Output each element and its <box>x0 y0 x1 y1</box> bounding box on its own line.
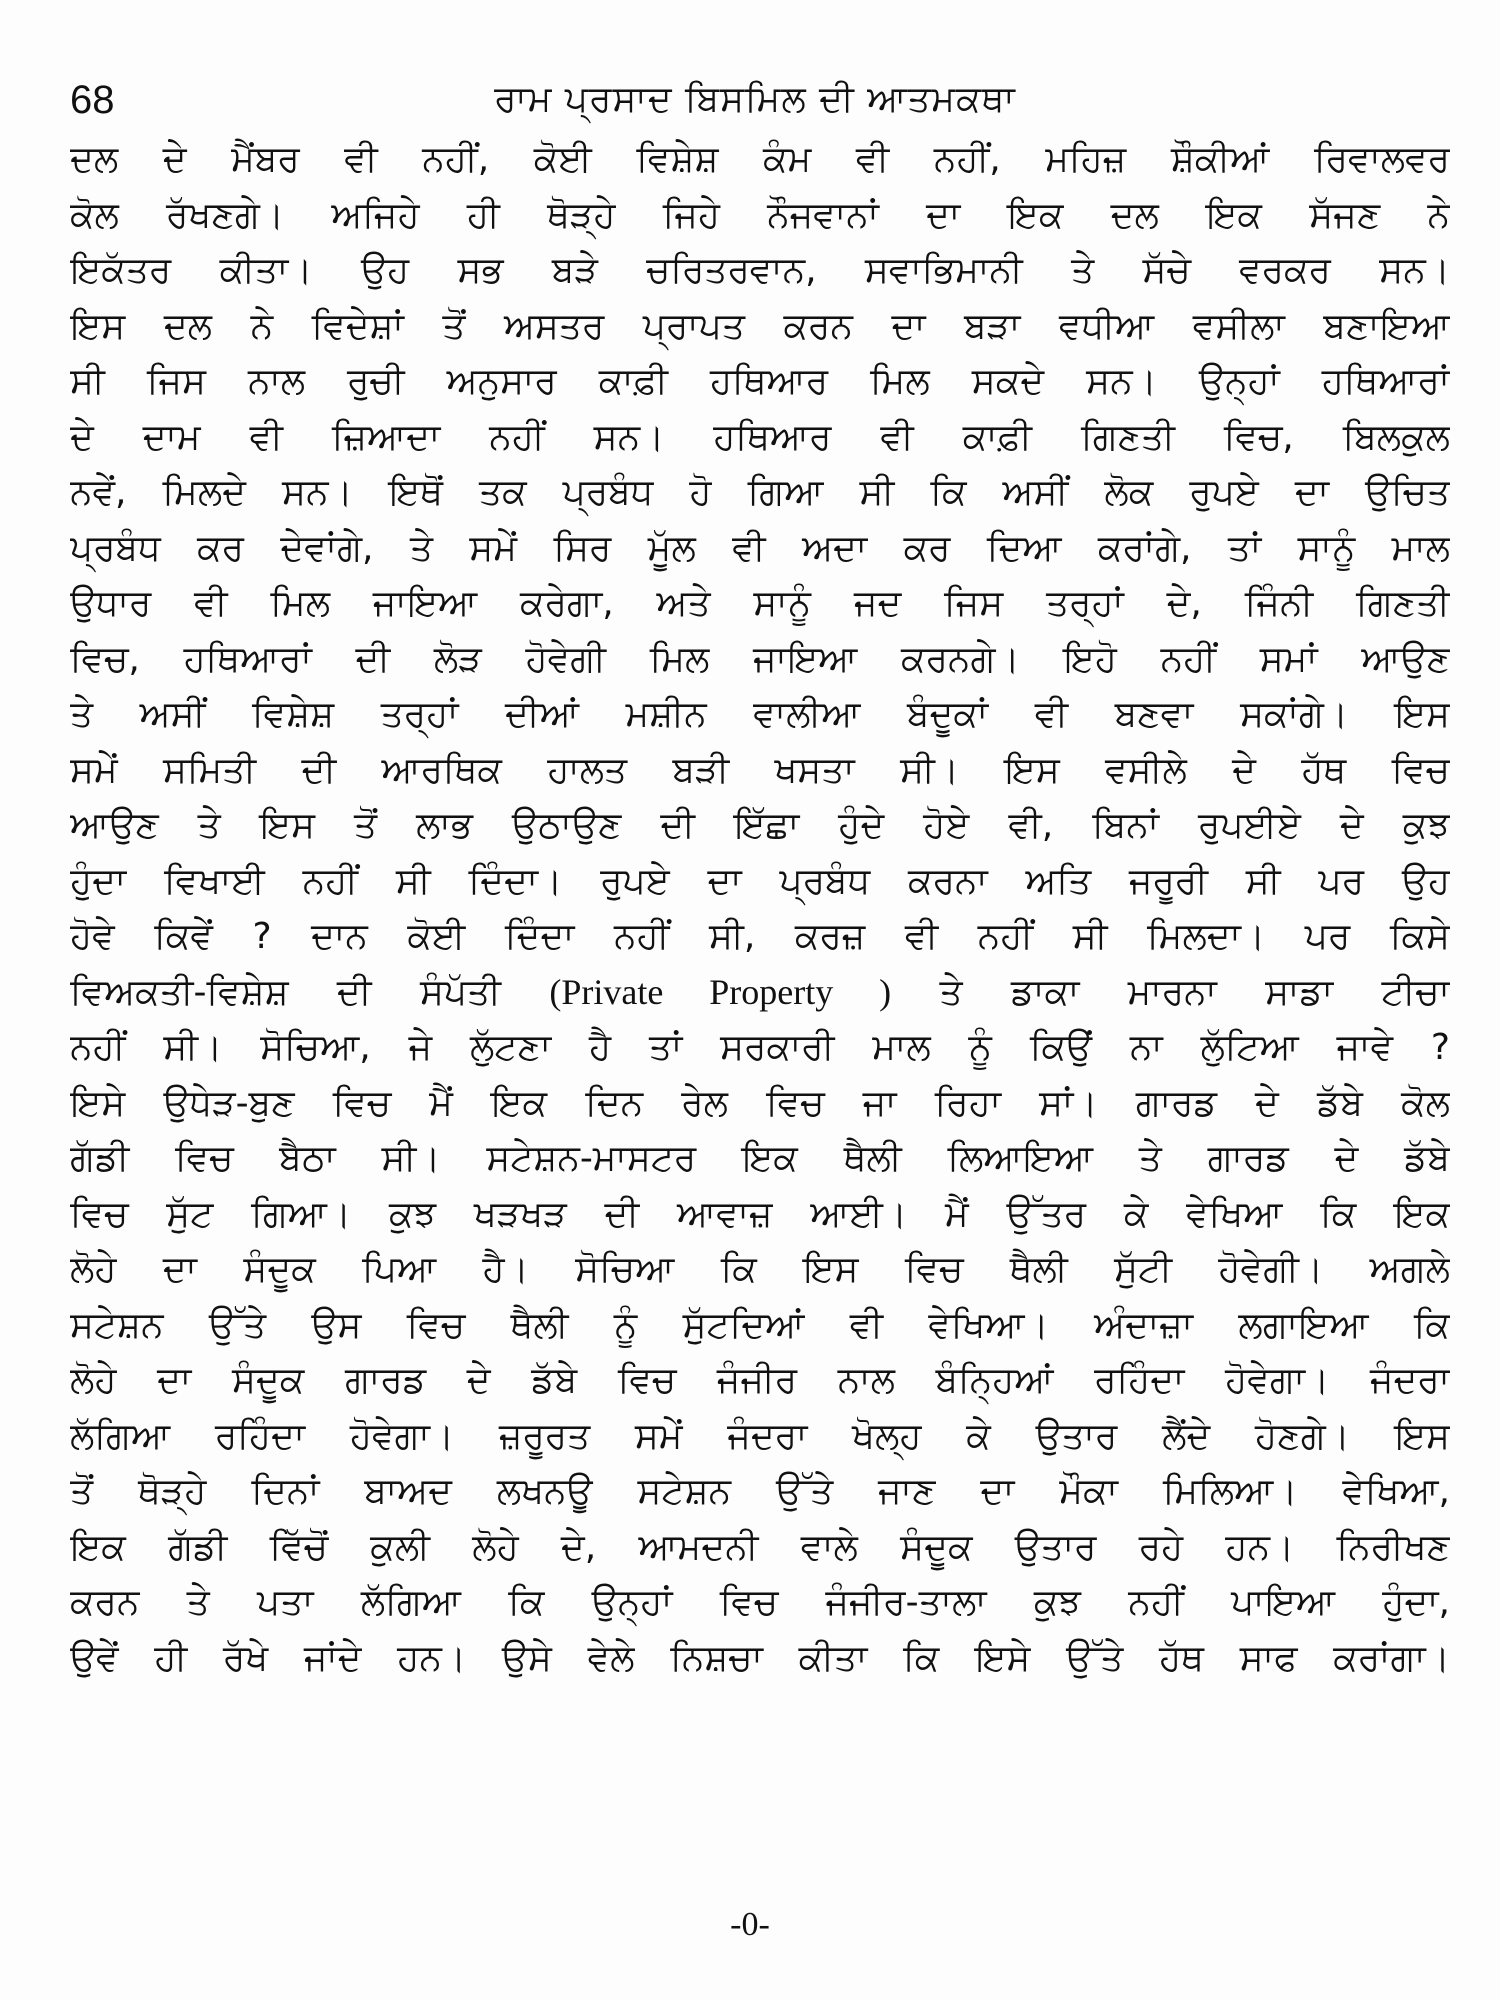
text-line: ਹੋਵੇ ਕਿਵੇਂ ? ਦਾਨ ਕੋਈ ਦਿੰਦਾ ਨਹੀਂ ਸੀ, ਕਰਜ਼ ਵੀ ਨਹੀਂ ਸੀ ਮਿਲਦਾ। ਪਰ ਕਿਸੇ <box>70 916 1450 957</box>
text-line: ਹੁੰਦਾ ਵਿਖਾਈ ਨਹੀਂ ਸੀ ਦਿੰਦਾ। ਰੁਪਏ ਦਾ ਪ੍ਰਬੰਧ ਕਰਨਾ ਅਤਿ ਜਰੂਰੀ ਸੀ ਪਰ ਉਹ <box>70 860 1450 902</box>
text-line: ਲੋਹੇ ਦਾ ਸੰਦੂਕ ਗਾਰਡ ਦੇ ਡੱਬੇ ਵਿਚ ਜੰਜੀਰ ਨਾਲ ਬੰਨ੍ਹਿਆਂ ਰਹਿੰਦਾ ਹੋਵੇਗਾ। ਜੰਦਰਾ <box>70 1360 1450 1401</box>
section-end-mark: -0- <box>730 1906 770 1943</box>
text-line: ਗੱਡੀ ਵਿਚ ਬੈਠਾ ਸੀ। ਸਟੇਸ਼ਨ-ਮਾਸਟਰ ਇਕ ਥੈਲੀ ਲਿਆਇਆ ਤੇ ਗਾਰਡ ਦੇ ਡੱਬੇ <box>70 1138 1450 1179</box>
text-line: ਦਲ ਦੇ ਮੈਂਬਰ ਵੀ ਨਹੀਂ, ਕੋਈ ਵਿਸ਼ੇਸ਼ ਕੰਮ ਵੀ ਨਹੀਂ, ਮਹਿਜ਼ ਸ਼ੌਕੀਆਂ ਰਿਵਾਲਵਰ <box>70 139 1450 180</box>
text-line: ਆਉਣ ਤੇ ਇਸ ਤੋਂ ਲਾਭ ਉਠਾਉਣ ਦੀ ਇੱਛਾ ਹੁੰਦੇ ਹੋਏ ਵੀ, ਬਿਨਾਂ ਰੁਪਈਏ ਦੇ ਕੁਝ <box>70 805 1450 846</box>
text-line: ਤੋਂ ਥੋੜ੍ਹੇ ਦਿਨਾਂ ਬਾਅਦ ਲਖਨਊ ਸਟੇਸ਼ਨ ਉੱਤੇ ਜਾਣ ਦਾ ਮੌਕਾ ਮਿਲਿਆ। ਵੇਖਿਆ, <box>70 1471 1450 1512</box>
mixed-line-english: (Private Property ) <box>549 971 892 1012</box>
text-line: ਸੀ ਜਿਸ ਨਾਲ ਰੁਚੀ ਅਨੁਸਾਰ ਕਾਫ਼ੀ ਹਥਿਆਰ ਮਿਲ ਸਕਦੇ ਸਨ। ਉਨ੍ਹਾਂ ਹਥਿਆਰਾਂ <box>70 361 1450 402</box>
text-line: ਉਧਾਰ ਵੀ ਮਿਲ ਜਾਇਆ ਕਰੇਗਾ, ਅਤੇ ਸਾਨੂੰ ਜਦ ਜਿਸ ਤਰ੍ਹਾਂ ਦੇ, ਜਿੰਨੀ ਗਿਣਤੀ <box>70 583 1450 624</box>
text-line: ਇਕੱਤਰ ਕੀਤਾ। ਉਹ ਸਭ ਬੜੇ ਚਰਿਤਰਵਾਨ, ਸਵਾਭਿਮਾਨੀ ਤੇ ਸੱਚੇ ਵਰਕਰ ਸਨ। <box>70 250 1450 291</box>
page-header <box>70 72 1440 132</box>
text-line: ਇਸੇ ਉਧੇੜ-ਬੁਣ ਵਿਚ ਮੈਂ ਇਕ ਦਿਨ ਰੇਲ ਵਿਚ ਜਾ ਰਿਹਾ ਸਾਂ। ਗਾਰਡ ਦੇ ਡੱਬੇ ਕੋਲ <box>70 1082 1450 1124</box>
text-line: ਸਟੇਸ਼ਨ ਉੱਤੇ ਉਸ ਵਿਚ ਥੈਲੀ ਨੂੰ ਸੁੱਟਦਿਆਂ ਵੀ ਵੇਖਿਆ। ਅੰਦਾਜ਼ਾ ਲਗਾਇਆ ਕਿ <box>70 1304 1450 1346</box>
text-line: ਸਮੇਂ ਸਮਿਤੀ ਦੀ ਆਰਥਿਕ ਹਾਲਤ ਬੜੀ ਖਸਤਾ ਸੀ। ਇਸ ਵਸੀਲੇ ਦੇ ਹੱਥ ਵਿਚ <box>70 749 1450 791</box>
text-line: ਕਰਨ ਤੇ ਪਤਾ ਲੱਗਿਆ ਕਿ ਉਨ੍ਹਾਂ ਵਿਚ ਜੰਜੀਰ-ਤਾਲਾ ਕੁਝ ਨਹੀਂ ਪਾਇਆ ਹੁੰਦਾ, <box>70 1582 1450 1623</box>
text-line: ਤੇ ਅਸੀਂ ਵਿਸ਼ੇਸ਼ ਤਰ੍ਹਾਂ ਦੀਆਂ ਮਸ਼ੀਨ ਵਾਲੀਆ ਬੰਦੂਕਾਂ ਵੀ ਬਣਵਾ ਸਕਾਂਗੇ। ਇਸ <box>70 694 1450 735</box>
text-line: ਇਕ ਗੱਡੀ ਵਿੱਚੋਂ ਕੁਲੀ ਲੋਹੇ ਦੇ, ਆਮਦਨੀ ਵਾਲੇ ਸੰਦੂਕ ਉਤਾਰ ਰਹੇ ਹਨ। ਨਿਰੀਖਣ <box>70 1526 1450 1568</box>
mixed-line-punjabi-end: ਤੇ ਡਾਕਾ ਮਾਰਨਾ ਸਾਡਾ ਟੀਚਾ <box>891 971 1450 1013</box>
text-line: ਵਿਚ ਸੁੱਟ ਗਿਆ। ਕੁਝ ਖੜਖੜ ਦੀ ਆਵਾਜ਼ ਆਈ। ਮੈਂ ਉੱਤਰ ਕੇ ਵੇਖਿਆ ਕਿ ਇਕ <box>70 1193 1450 1235</box>
page-number: 68 <box>70 78 115 122</box>
text-line: ਕੋਲ ਰੱਖਣਗੇ। ਅਜਿਹੇ ਹੀ ਥੋੜ੍ਹੇ ਜਿਹੇ ਨੌਜਵਾਨਾਂ ਦਾ ਇਕ ਦਲ ਇਕ ਸੱਜਣ ਨੇ <box>70 194 1450 236</box>
text-line: ਨਹੀਂ ਸੀ। ਸੋਚਿਆ, ਜੇ ਲੁੱਟਣਾ ਹੈ ਤਾਂ ਸਰਕਾਰੀ ਮਾਲ ਨੂੰ ਕਿਉਂ ਨਾ ਲੁੱਟਿਆ ਜਾਵੇ ? <box>70 1027 1450 1068</box>
text-line: ਲੱਗਿਆ ਰਹਿੰਦਾ ਹੋਵੇਗਾ। ਜ਼ਰੂਰਤ ਸਮੇਂ ਜੰਦਰਾ ਖੋਲ੍ਹ ਕੇ ਉਤਾਰ ਲੈਂਦੇ ਹੋਣਗੇ। ਇਸ <box>70 1415 1450 1457</box>
mixed-line-punjabi-start: ਵਿਅਕਤੀ-ਵਿਸ਼ੇਸ਼ ਦੀ ਸੰਪੱਤੀ <box>70 971 550 1013</box>
text-line: ਲੋਹੇ ਦਾ ਸੰਦੂਕ ਪਿਆ ਹੈ। ਸੋਚਿਆ ਕਿ ਇਸ ਵਿਚ ਥੈਲੀ ਸੁੱਟੀ ਹੋਵੇਗੀ। ਅਗਲੇ <box>70 1249 1450 1290</box>
text-line: ਪ੍ਰਬੰਧ ਕਰ ਦੇਵਾਂਗੇ, ਤੇ ਸਮੇਂ ਸਿਰ ਮੂੱਲ ਵੀ ਅਦਾ ਕਰ ਦਿਆ ਕਰਾਂਗੇ, ਤਾਂ ਸਾਨੂੰ ਮਾਲ <box>70 527 1450 569</box>
text-line: ਦੇ ਦਾਮ ਵੀ ਜ਼ਿਆਦਾ ਨਹੀਂ ਸਨ। ਹਥਿਆਰ ਵੀ ਕਾਫ਼ੀ ਗਿਣਤੀ ਵਿਚ, ਬਿਲਕੁਲ <box>70 416 1450 458</box>
text-line: ਉਵੇਂ ਹੀ ਰੱਖੇ ਜਾਂਦੇ ਹਨ। ਉਸੇ ਵੇਲੇ ਨਿਸ਼ਚਾ ਕੀਤਾ ਕਿ ਇਸੇ ਉੱਤੇ ਹੱਥ ਸਾਫ ਕਰਾਂਗਾ। <box>70 1637 1450 1679</box>
text-line: ਇਸ ਦਲ ਨੇ ਵਿਦੇਸ਼ਾਂ ਤੋਂ ਅਸਤਰ ਪ੍ਰਾਪਤ ਕਰਨ ਦਾ ਬੜਾ ਵਧੀਆ ਵਸੀਲਾ ਬਣਾਇਆ <box>70 305 1450 347</box>
running-title: ਰਾਮ ਪ੍ਰਸਾਦ ਬਿਸਮਿਲ ਦੀ ਆਤਮਕਥਾ <box>494 79 1016 120</box>
text-line: ਨਵੇਂ, ਮਿਲਦੇ ਸਨ। ਇਥੋਂ ਤਕ ਪ੍ਰਬੰਧ ਹੋ ਗਿਆ ਸੀ ਕਿ ਅਸੀਂ ਲੋਕ ਰੁਪਏ ਦਾ ਉਚਿਤ <box>70 472 1450 513</box>
body-text <box>70 132 1450 1686</box>
text-line: ਵਿਚ, ਹਥਿਆਰਾਂ ਦੀ ਲੋੜ ਹੋਵੇਗੀ ਮਿਲ ਜਾਇਆ ਕਰਨਗੇ। ਇਹੋ ਨਹੀਂ ਸਮਾਂ ਆਉਣ <box>70 638 1450 680</box>
text-line-mixed <box>70 965 1450 1021</box>
